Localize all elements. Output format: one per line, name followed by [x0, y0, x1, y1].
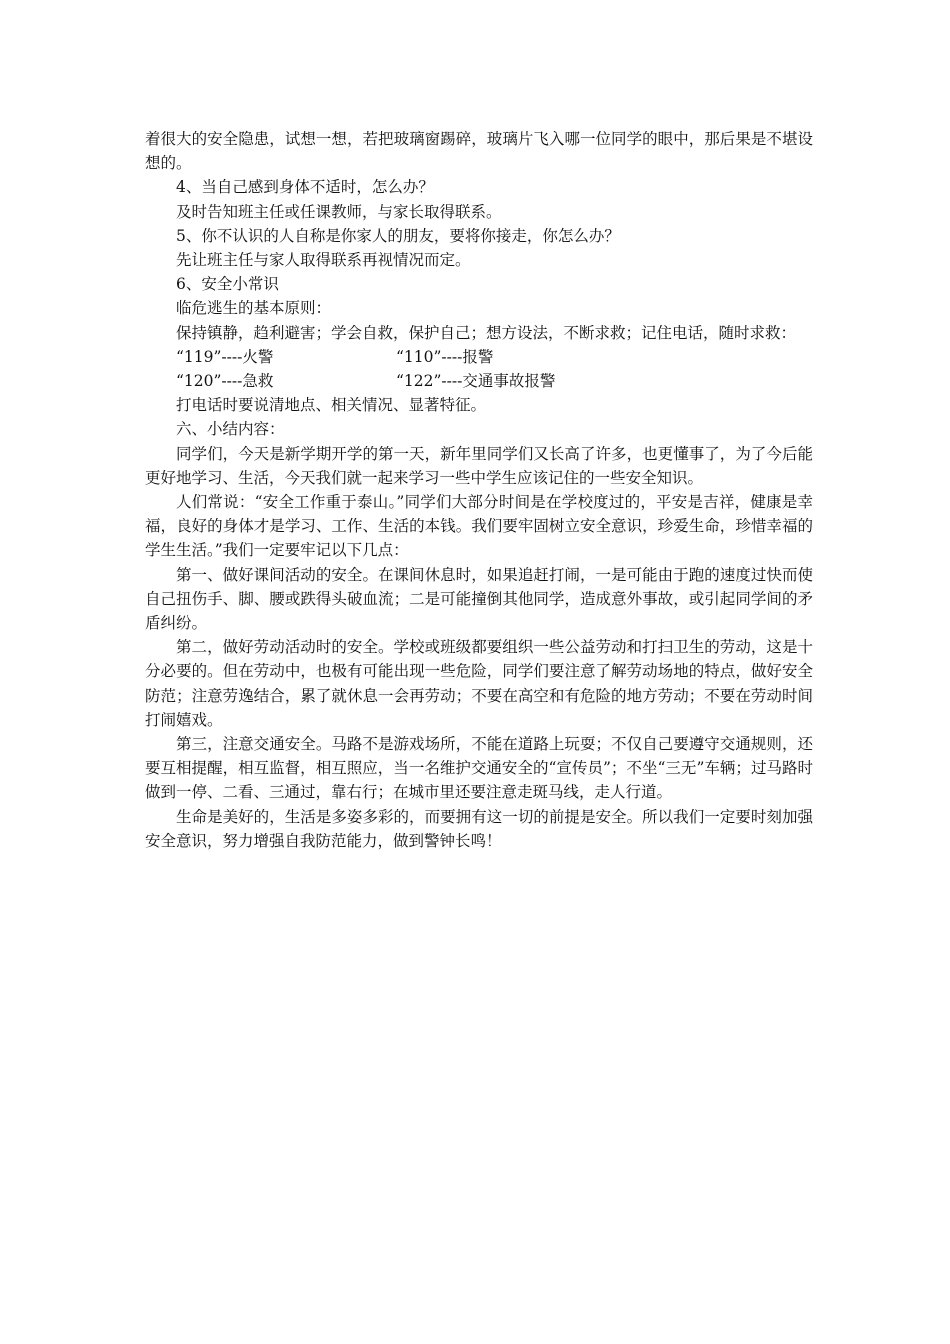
summary-quote: 人们常说：“安全工作重于泰山。”同学们大部分时间是在学校度过的，平安是吉祥，健康是幸福，良好的身体才是学习、工作、生活的本钱。我们要牢固树立安全意识，珍爱生命，珍惜幸福的学生生活。”我们一定要牢记以下几点： [145, 493, 813, 560]
summary-intro: 同学们，今天是新学期开学的第一天，新年里同学们又长高了许多，也更懂事了，为了今后能更好地学习、生活，今天我们就一起来学习一些中学生应该记住的一些安全知识。 [145, 444, 813, 487]
phone-number-row [145, 369, 813, 393]
escape-principles-text: 保持镇静，趋利避害；学会自救，保护自己；想方设法，不断求救；记住电话，随时求救： [176, 323, 797, 342]
phone-call-tip: 打电话时要说清地点、相关情况、显著特征。 [176, 396, 487, 415]
point-three-traffic-safety: 第三，注意交通安全。马路不是游戏场所，不能在道路上玩耍；不仅自己要遵守交通规则，还要互相提醒，相互监督，相互照应，当一名维护交通安全的“宣传员”；不坐“三无”车辆；过马路时做到一停、二看、三通过，靠右行；在城市里还要注意走斑马线，走人行道。 [145, 735, 813, 802]
phone-number-ambulance: “120”----急救 [176, 372, 274, 391]
question-4: 4、当自己感到身体不适时，怎么办？ [176, 178, 434, 197]
point-two-labor-safety: 第二，做好劳动活动时的安全。学校或班级都要组织一些公益劳动和打扫卫生的劳动，这是十分必要的。但在劳动中，也极有可能出现一些危险，同学们要注意了解劳动场地的特点，做好安全防范；注意劳逸结合，累了就休息一会再劳动；不要在高空和有危险的地方劳动；不要在劳动时间打闹嬉戏。 [145, 638, 813, 729]
escape-principles-heading: 临危逃生的基本原则： [176, 299, 332, 318]
question-5: 5、你不认识的人自称是你家人的朋友，要将你接走，你怎么办？ [176, 226, 620, 245]
phone-number-police: “110”----报警 [396, 347, 494, 366]
phone-number-fire: “119”----火警 [176, 347, 274, 366]
section-6-heading: 6、安全小常识 [176, 275, 279, 294]
document-page [145, 127, 813, 853]
paragraph-continued-safety-hazard: 着很大的安全隐患，试想一想，若把玻璃窗踢碎，玻璃片飞入哪一位同学的眼中，那后果是不堪设想的。 [145, 130, 813, 173]
phone-number-row [145, 345, 813, 369]
answer-4: 及时告知班主任或任课教师，与家长取得联系。 [176, 202, 502, 221]
summary-heading: 六、小结内容： [176, 420, 285, 439]
closing-paragraph: 生命是美好的，生活是多姿多彩的，而要拥有这一切的前提是安全。所以我们一定要时刻加强安全意识，努力增强自我防范能力，做到警钟长鸣！ [145, 807, 813, 850]
phone-number-traffic: “122”----交通事故报警 [396, 372, 556, 391]
point-one-break-safety: 第一、做好课间活动的安全。在课间休息时，如果追赶打闹，一是可能由于跑的速度过快而使自己扭伤手、脚、腰或跌得头破血流；二是可能撞倒其他同学，造成意外事故，或引起同学间的矛盾纠纷。 [145, 565, 813, 633]
answer-5: 先让班主任与家人取得联系再视情况而定。 [176, 251, 471, 270]
